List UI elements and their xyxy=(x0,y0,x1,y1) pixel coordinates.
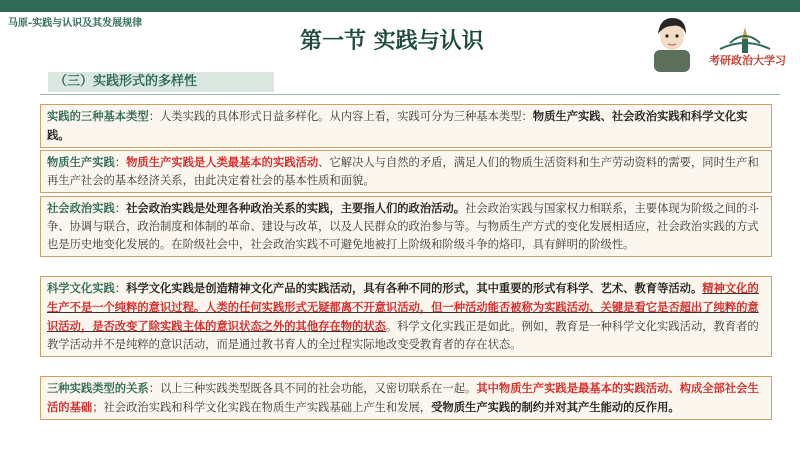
box-label: 物质生产实践 xyxy=(47,155,115,169)
breadcrumb: 马原-实践与认识及其发展规律 xyxy=(8,18,143,29)
box-label: 社会政治实践 xyxy=(47,201,115,215)
logo-text: 考研政治大学习 xyxy=(709,54,786,67)
divider xyxy=(40,94,780,95)
avatar xyxy=(650,14,694,72)
box-material-production xyxy=(40,150,772,193)
box-text: ： xyxy=(114,282,127,295)
box-label: 三种实践类型的关系 xyxy=(47,381,149,395)
box-science-culture xyxy=(40,276,772,357)
box-text: ： xyxy=(114,202,127,215)
box-text: 、它解决人与自然的矛盾，满足人们的物质生活资料和生产劳动资料的需要，同时生产和再生产社会的基本经济关系，由此决定着社会的基本性质和面貌。 xyxy=(47,156,759,187)
box-relationship xyxy=(40,376,772,420)
page-title: 第一节 实践与认识 xyxy=(300,28,484,54)
box-label: 科学文化实践 xyxy=(47,281,115,295)
box-three-types xyxy=(40,104,772,148)
box-social-political xyxy=(40,196,772,257)
box-emphasis-red: 精神文化的生产不是一个纯粹的意识过程。人类的任何实践形式无疑都离不开意识活动，但一种活动能否被称为实践活动、关键是看它是否超出了纯粹的意识活动，是否改变了除实践主体的意识状态之外的其他存在物的状态 xyxy=(47,281,759,333)
box-text: ；社会政治实践和科学文化实践在物质生产实践基础上产生和发展， xyxy=(92,401,432,414)
box-text: ：人类实践的具体形式日益多样化。从内容上看，实践可分为三种基本类型： xyxy=(148,110,533,123)
box-text: ：以上三种实践类型既各具不同的社会功能，又密切联系在一起。 xyxy=(148,382,477,395)
box-emphasis: 受物质生产实践的制约并对其产生能动的反作用。 xyxy=(431,400,680,414)
box-emphasis: 科学文化实践是创造精神文化产品的实践活动，具有各种不同的形式，其中重要的形式有科学、艺术、教育等活动。 xyxy=(126,281,703,295)
top-bar xyxy=(0,0,800,12)
section-heading: （三）实践形式的多样性 xyxy=(48,72,274,92)
box-emphasis: 社会政治实践是处理各种政治关系的实践，主要指人们的政治活动。 xyxy=(126,201,466,215)
box-label: 实践的三种基本类型 xyxy=(47,109,149,123)
box-text: ： xyxy=(114,156,127,169)
box-text: 社会政治实践与国家权力相联系，主要体现为阶级之间的斗争、协调与联合，政治制度和体制的革命、建设与改革，以及人民群众的政治参与等。与物质生产方式的变化发展相适应，社会政治实践的方式也是历史地变化发展的。在阶级社会中，社会政治实践不可避免地被打上阶级和阶级斗争的烙印，具有鲜明的阶级性。 xyxy=(47,202,759,251)
box-emphasis-red: 物质生产实践是人类最基本的实践活动 xyxy=(126,155,319,169)
box-emphasis-red: 其中物质生产实践是最基本的实践活动、构成全部社会生活的基础 xyxy=(47,381,759,414)
box-text: 。科学文化实践正是如此。例如，教育是一种科学文化实践活动，教育者的教学活动并不是纯粹的意识活动，而是通过教书育人的全过程实际地改变受教育者的存在状态。 xyxy=(47,320,759,351)
box-emphasis: 物质生产实践、社会政治实践和科学文化实践。 xyxy=(47,109,748,142)
